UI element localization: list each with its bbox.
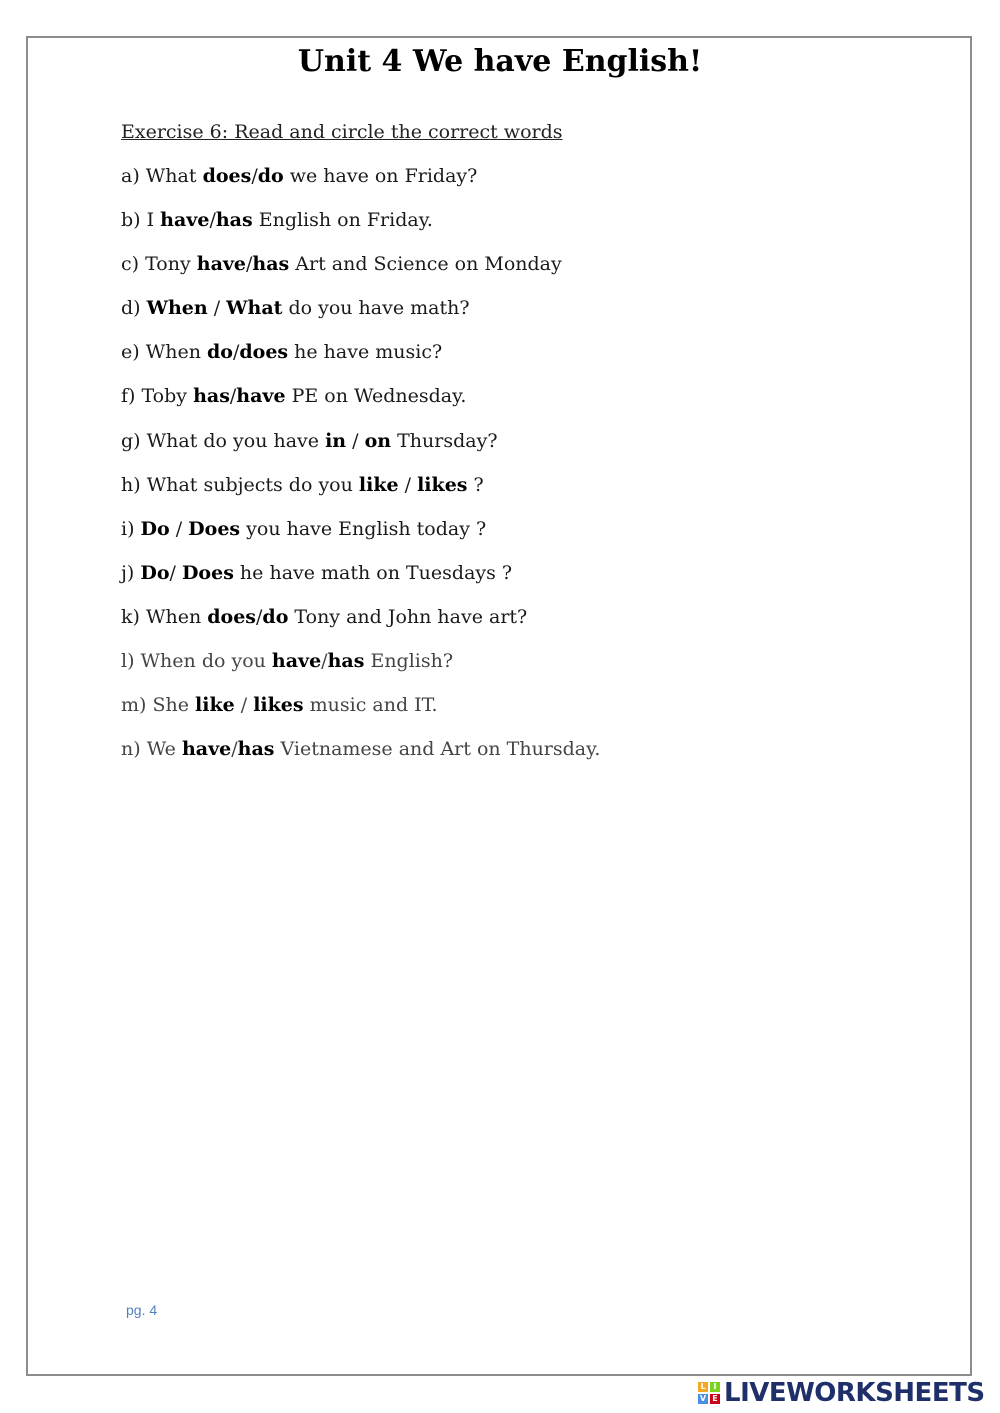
- sentence-text: b) I: [121, 209, 161, 232]
- sentence-text: c) Tony: [121, 253, 197, 276]
- sentence-text: m) She: [121, 694, 196, 717]
- worksheet-title: Unit 4 We have English!: [297, 44, 703, 79]
- word-choice[interactable]: has: [193, 385, 230, 408]
- word-choice[interactable]: Do: [140, 561, 170, 584]
- sentence-text: PE on Wednesday.: [285, 385, 467, 408]
- logo-letter: L: [698, 1382, 708, 1392]
- word-choice[interactable]: likes: [253, 694, 304, 717]
- logo-letter: I: [710, 1382, 720, 1392]
- exercise-item: [121, 295, 600, 339]
- word-choice[interactable]: When: [146, 297, 208, 320]
- word-choice[interactable]: have: [271, 650, 322, 673]
- logo-letter: V: [699, 1394, 707, 1403]
- exercise-item: [121, 383, 600, 427]
- sentence-text: /: [256, 605, 263, 628]
- sentence-text: we have on Friday?: [283, 165, 478, 187]
- word-choice[interactable]: do: [257, 165, 284, 187]
- page-number: pg. 4: [126, 1302, 158, 1318]
- exercise-item: [121, 736, 600, 780]
- exercise-item: [121, 472, 600, 516]
- sentence-text: English on Friday.: [252, 209, 433, 232]
- sentence-text: /: [246, 253, 253, 276]
- word-choice[interactable]: has: [215, 209, 253, 232]
- exercise-item: [121, 163, 600, 207]
- sentence-text: /: [207, 297, 227, 320]
- word-choice[interactable]: does: [207, 605, 257, 628]
- word-choice[interactable]: have: [236, 385, 286, 408]
- sentence-text: j): [121, 561, 141, 584]
- exercise-item: [121, 339, 600, 383]
- word-choice[interactable]: like: [195, 694, 235, 717]
- sentence-text: /: [231, 738, 238, 761]
- word-choice[interactable]: does: [239, 341, 289, 364]
- sentence-text: i): [121, 517, 141, 540]
- exercise-heading: Exercise 6: Read and circle the correct words: [121, 121, 563, 143]
- exercise-item: [121, 560, 600, 604]
- sentence-text: /: [209, 209, 216, 232]
- sentence-text: e) When: [121, 341, 207, 364]
- brand-text: LIVEWORKSHEETS: [724, 1378, 985, 1408]
- sentence-text: /: [229, 385, 237, 408]
- word-choice[interactable]: does: [202, 165, 252, 187]
- word-choice[interactable]: Does: [188, 517, 241, 540]
- sentence-text: /: [398, 473, 418, 496]
- sentence-text: /: [234, 694, 254, 717]
- word-choice[interactable]: Does: [181, 561, 234, 584]
- sentence-text: you have English today ?: [240, 517, 487, 540]
- sentence-text: g) What do you have: [121, 429, 326, 452]
- sentence-text: /: [169, 517, 189, 540]
- exercise-item: [121, 516, 600, 560]
- sentence-text: Tony and John have art?: [288, 605, 528, 628]
- logo-icon: [698, 1382, 720, 1404]
- word-choice[interactable]: have: [160, 209, 210, 232]
- word-choice[interactable]: has: [327, 650, 365, 673]
- word-choice[interactable]: do: [262, 605, 289, 628]
- sentence-text: do you have math?: [282, 297, 470, 320]
- sentence-text: h) What subjects do you: [121, 473, 359, 496]
- sentence-text: a) What: [121, 165, 203, 187]
- sentence-text: /: [169, 561, 182, 584]
- exercise-item: [121, 207, 600, 251]
- word-choice[interactable]: on: [364, 429, 392, 452]
- sentence-text: f) Toby: [121, 385, 194, 408]
- exercise-item: [121, 251, 600, 295]
- sentence-text: Thursday?: [391, 429, 498, 452]
- liveworksheets-logo[interactable]: [698, 1380, 985, 1406]
- sentence-text: n) We: [121, 738, 182, 761]
- sentence-text: Vietnamese and Art on Thursday.: [274, 738, 601, 761]
- sentence-text: /: [321, 650, 328, 673]
- sentence-text: k) When: [121, 605, 208, 628]
- sentence-text: he have math on Tuesdays ?: [233, 561, 513, 584]
- sentence-text: d): [121, 297, 147, 320]
- word-choice[interactable]: have: [181, 738, 232, 761]
- word-choice[interactable]: like: [358, 473, 399, 496]
- sentence-text: l) When do you: [121, 650, 272, 673]
- sentence-text: /: [251, 165, 258, 187]
- word-choice[interactable]: do: [206, 341, 233, 364]
- sentence-text: ?: [467, 473, 484, 496]
- exercise-item: [121, 648, 600, 692]
- word-choice[interactable]: Do: [140, 517, 170, 540]
- exercise-list: [121, 163, 600, 780]
- sentence-text: English?: [364, 650, 454, 673]
- sentence-text: he have music?: [288, 341, 443, 364]
- word-choice[interactable]: has: [252, 253, 290, 276]
- word-choice[interactable]: have: [196, 253, 247, 276]
- logo-letter: E: [710, 1394, 720, 1404]
- exercise-item: [121, 604, 600, 648]
- sentence-text: Art and Science on Monday: [289, 253, 562, 276]
- word-choice[interactable]: in: [325, 429, 347, 452]
- exercise-item: [121, 692, 600, 736]
- exercise-item: [121, 428, 600, 472]
- word-choice[interactable]: likes: [417, 473, 468, 496]
- sentence-text: music and IT.: [303, 694, 438, 717]
- word-choice[interactable]: What: [226, 297, 283, 320]
- sentence-text: /: [232, 341, 240, 364]
- word-choice[interactable]: has: [237, 738, 275, 761]
- sentence-text: /: [346, 429, 365, 452]
